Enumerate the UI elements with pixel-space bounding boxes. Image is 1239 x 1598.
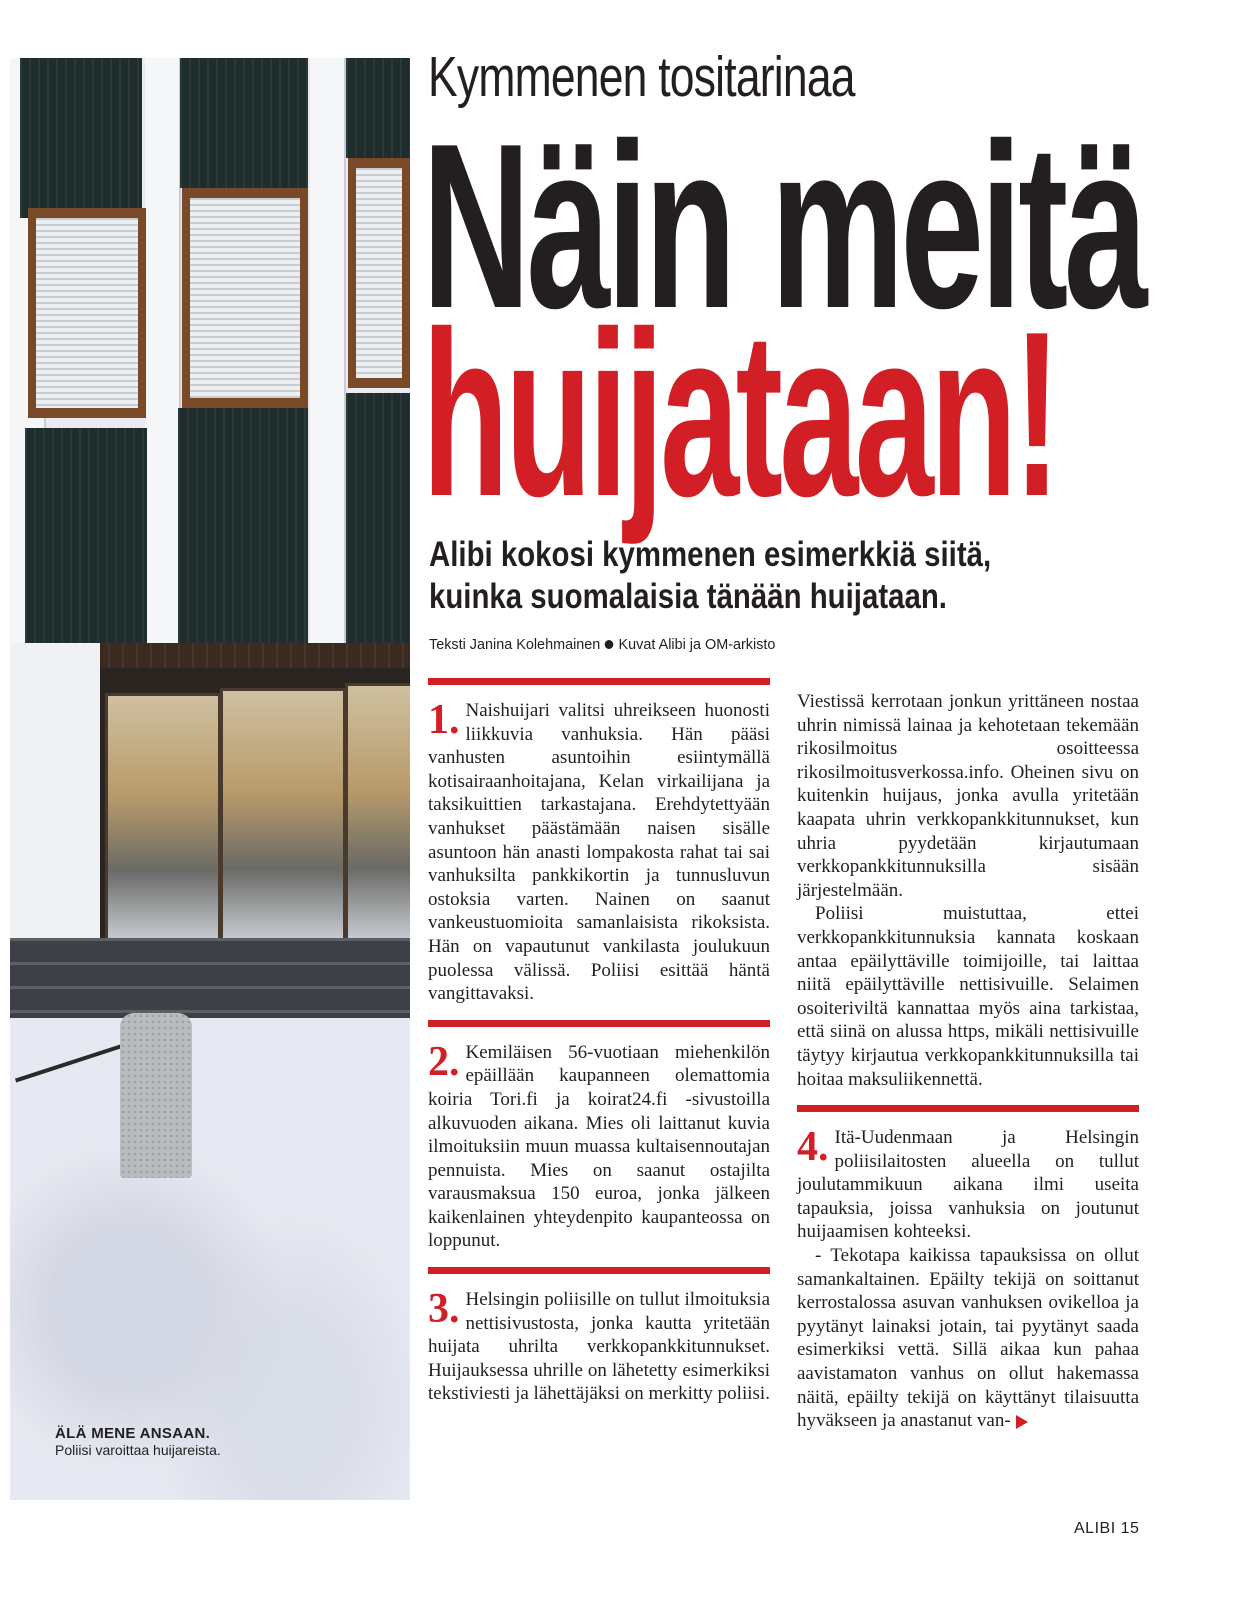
deck-line-1: Alibi kokosi kymmenen esimerkkiä siitä,	[429, 535, 992, 574]
list-item	[428, 699, 770, 1006]
page-number: ALIBI 15	[1074, 1520, 1140, 1537]
item-text: Kemiläisen 56-vuotiaan miehenkilön epäillään kaupanneen olemattomia koiria Tori.fi ja koirat24.fi -sivustoilla alkuvuoden aikana. Mies oli laittanut kuvia ilmoituksiin muun muassa kultaisennoutajan pennuista. Mies on saanut ostajilta varausmaksua 150 euroa, jonka jälkeen kaikenlainen yhteydenpito kaupanteossa on loppunut.	[428, 1041, 770, 1252]
red-rule	[428, 1020, 770, 1027]
byline	[429, 636, 775, 653]
list-item	[428, 1288, 770, 1406]
bullet-icon	[605, 640, 614, 649]
item-number: 2.	[428, 1038, 460, 1085]
caption-heading: ÄLÄ MENE ANSAAN.	[55, 1425, 211, 1442]
paragraph: Viestissä kerrotaan jonkun yrittäneen nostaa uhrin nimissä lainaa ja kehotetaan tekemään rikosilmoitus osoitteessa rikosilmoitusverkossa.info. Oheinen sivu on kuitenkin huijaus, jonka avulla yritetään kaapata uhrin verkkopankkitunnukset, kun uhria pyydetään kirjautumaan verkkopankkitunnuksilla sisään järjestelmään.	[797, 691, 1139, 901]
article-column-1	[428, 678, 770, 1406]
cover-photo	[10, 58, 410, 1500]
list-item	[797, 1126, 1139, 1244]
continue-arrow-icon	[1016, 1415, 1028, 1429]
byline-author: Teksti Janina Kolehmainen	[429, 636, 601, 653]
deck	[429, 534, 991, 618]
list-item	[428, 1038, 770, 1253]
byline-photos: Kuvat Alibi ja OM-arkisto	[618, 636, 776, 653]
photo-caption	[55, 1425, 385, 1458]
red-rule	[797, 1105, 1139, 1112]
deck-line-2: kuinka suomalaisia tänään huijataan.	[429, 577, 947, 616]
item-text: Itä-Uudenmaan ja Helsingin poliisilaitosten alueella on tullut joulutammikuun aikana ilmi useita tapauksia, joissa vanhuksia on joutunut huijaamisen kohteeksi.	[797, 1127, 1139, 1243]
item-text: Helsingin poliisille on tullut ilmoituksia nettisivustosta, jonka kautta yritetään huijata uhrilta verkkopankkitunnukset. Huijauksessa uhrille on lähetetty esimerkiksi tekstiviesti ja lähettäjäksi on merkitty poliisi.	[428, 1289, 770, 1405]
caption-text: Poliisi varoittaa huijareista.	[55, 1442, 221, 1458]
paragraph: - Tekotapa kaikissa tapauksissa on ollut samankaltainen. Epäilty tekijä on soittanut kerrostalossa asuvan vanhuksen ovikelloa ja pyytänyt lainaksi jotain, tai pyytänyt saada esimerkiksi vettä. Sillä aikaa kun pahaa aavistamaton vanhus on ollut hakemassa näitä, epäilty tekijä on käyttänyt tilaisuutta hyväkseen ja anastanut van-	[797, 1245, 1139, 1432]
headline-line-1: Näin meitä	[422, 94, 1145, 357]
item-number: 1.	[428, 697, 460, 743]
item-number: 4.	[797, 1124, 829, 1171]
kicker: Kymmenen tositarinaa	[428, 45, 855, 109]
article-column-2	[797, 690, 1139, 1433]
red-rule	[428, 678, 770, 685]
item-number: 3.	[428, 1286, 460, 1333]
headline-line-2: huijataan!	[422, 282, 1058, 545]
red-rule	[428, 1267, 770, 1274]
item-text: Naishuijari valitsi uhreikseen huonosti liikkuvia vanhuksia. Hän pääsi vanhusten asuntoihin esiintymällä kotisairaanhoitajana, Kelan virkailijana ja taksikuittien tarkastajana. Erehdytettyään vanhukset päästämään naisen sisälle asuntoon hän anasti lompakosta rahat tai sai vanhuksilta pankkikortin ja tunnusluvun ostoksia varten. Nainen on saanut vankeustuomioita samanlaisista rikoksista. Hän on vapautunut vankilasta joulukuun puolessa välissä. Poliisi esittää häntä vangittavaksi.	[428, 700, 770, 1005]
paragraph: Poliisi muistuttaa, ettei verkkopankkitunnuksia kannata koskaan antaa epäilyttäville toimijoille, tai laittaa niitä epäilyttäville nettisivuille. Selaimen osoiteriviltä kannattaa myös aina tarkistaa, että siinä on alussa https, mikäli nettisivuille täytyy kirjautua verkkopankkitunnuksilla tai hoitaa maksuliikennettä.	[797, 903, 1139, 1090]
